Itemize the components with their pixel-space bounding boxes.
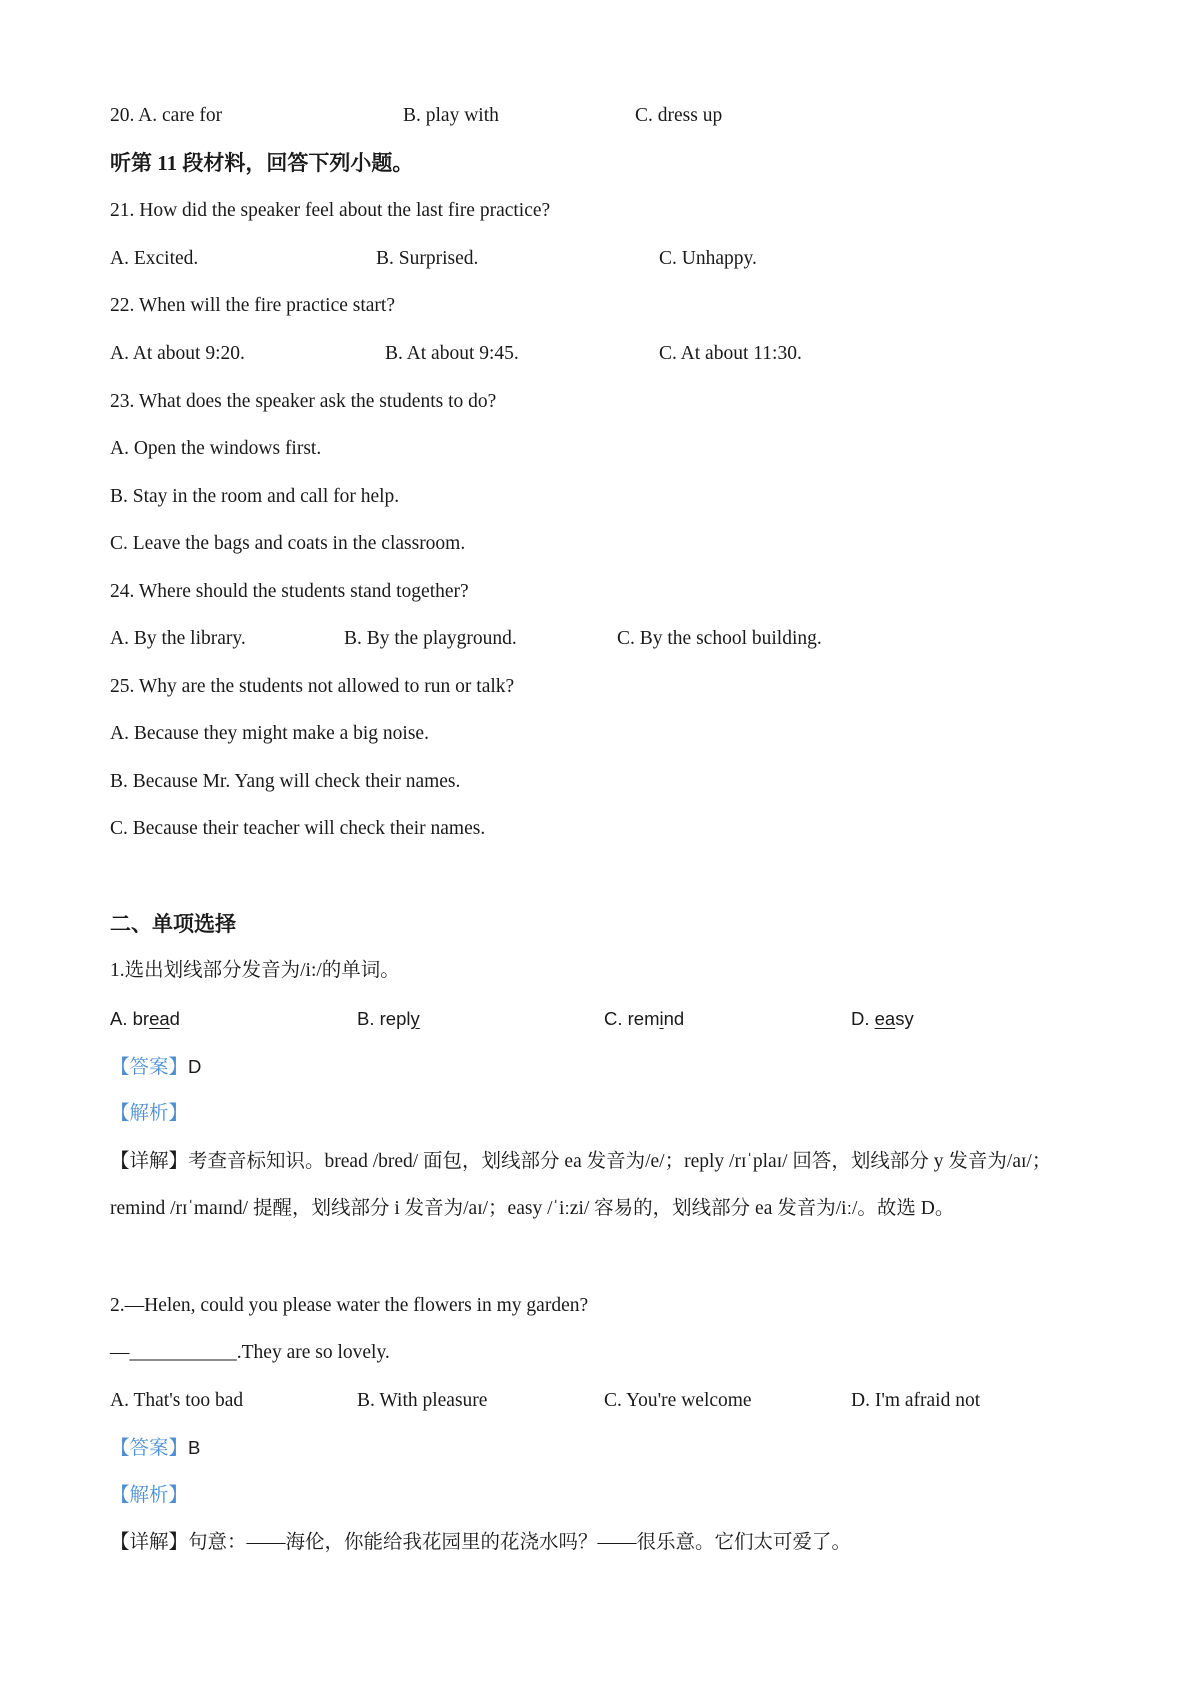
q25-stem: 25. Why are the students not allowed to run or talk? <box>110 676 515 697</box>
mc2-option-a: A. That's too bad <box>110 1390 244 1411</box>
q24-option-c: C. By the school building. <box>617 628 822 649</box>
underlined-letters: ea <box>874 1008 896 1029</box>
q21-options <box>110 245 1110 273</box>
detail-text: 考查音标知识。bread /bred/ 面包，划线部分 ea 发音为/e/；reply /rɪˈplaɪ/ 回答，划线部分 y 发音为/aɪ/；remind /rɪˈmaɪnd/ 提醒，划线部分 i 发音为/aɪ/；easy /ˈiːzi/ 容易的，划线部分 ea 发音为/iː/。故选 D。 <box>110 1151 1052 1219</box>
underlined-letters: ea <box>149 1008 170 1029</box>
mc2-option-b: B. With pleasure <box>357 1390 488 1411</box>
q23-option-c: C. Leave the bags and coats in the classroom. <box>110 533 466 554</box>
q20-option-b: B. play with <box>403 105 499 126</box>
q25-option-b: B. Because Mr. Yang will check their names. <box>110 771 461 792</box>
answer-label: 【答案】 <box>110 1438 189 1459</box>
mc1-option-b: B. reply <box>357 1008 420 1029</box>
q22-option-a: A. At about 9:20. <box>110 343 245 364</box>
q22-option-b: B. At about 9:45. <box>385 343 519 364</box>
q22-option-c: C. At about 11:30. <box>659 343 802 364</box>
q20-stem: 20. A. care for <box>110 105 223 126</box>
mc1-options <box>110 1005 1110 1033</box>
mc1-stem: 1.选出划线部分发音为/i:/的单词。 <box>110 960 400 981</box>
q21-option-a: A. Excited. <box>110 248 199 269</box>
q20-row <box>110 102 1110 130</box>
mc2-options <box>110 1387 1110 1415</box>
answer-value: B <box>188 1437 201 1458</box>
mc1-detail <box>110 1138 1100 1232</box>
detail-text: 句意：——海伦，你能给我花园里的花浇水吗？——很乐意。它们太可爱了。 <box>188 1532 852 1553</box>
section-2-heading: 二、单项选择 <box>110 912 236 936</box>
q23-stem: 23. What does the speaker ask the students to do? <box>110 391 497 412</box>
answer-value: D <box>188 1056 202 1077</box>
section-11-heading: 听第 11 段材料，回答下列小题。 <box>110 151 414 175</box>
q25-option-a: A. Because they might make a big noise. <box>110 723 429 744</box>
mc2-analysis-label: 【解析】 <box>110 1485 189 1506</box>
mc2-detail <box>110 1529 851 1557</box>
mc1-option-a: A. bread <box>110 1008 180 1029</box>
detail-label: 【详解】 <box>110 1532 189 1553</box>
mc1-answer <box>110 1053 201 1082</box>
mc1-option-c: C. remind <box>604 1008 685 1029</box>
q24-option-a: A. By the library. <box>110 628 246 649</box>
underlined-letters: y <box>410 1008 420 1029</box>
q22-options <box>110 340 1110 368</box>
q20-option-c: C. dress up <box>635 105 723 126</box>
mc1-analysis-label: 【解析】 <box>110 1103 189 1124</box>
mc2-answer <box>110 1434 200 1463</box>
mc2-stem: 2.—Helen, could you please water the flowers in my garden? <box>110 1295 589 1316</box>
detail-label: 【详解】 <box>110 1151 189 1172</box>
q23-option-a: A. Open the windows first. <box>110 438 322 459</box>
q21-option-c: C. Unhappy. <box>659 248 757 269</box>
underlined-letters: i <box>659 1008 664 1029</box>
q25-option-c: C. Because their teacher will check their names. <box>110 818 486 839</box>
mc1-option-d: D. easy <box>851 1008 914 1029</box>
q21-stem: 21. How did the speaker feel about the last fire practice? <box>110 200 551 221</box>
q21-option-b: B. Surprised. <box>376 248 479 269</box>
q24-option-b: B. By the playground. <box>344 628 517 649</box>
mc2-option-c: C. You're welcome <box>604 1390 752 1411</box>
mc2-option-d: D. I'm afraid not <box>851 1390 981 1411</box>
q22-stem: 22. When will the fire practice start? <box>110 295 395 316</box>
q24-options <box>110 625 1110 653</box>
mc2-line2: —___________.They are so lovely. <box>110 1342 390 1363</box>
q23-option-b: B. Stay in the room and call for help. <box>110 486 400 507</box>
q24-stem: 24. Where should the students stand together? <box>110 581 469 602</box>
answer-label: 【答案】 <box>110 1057 189 1078</box>
